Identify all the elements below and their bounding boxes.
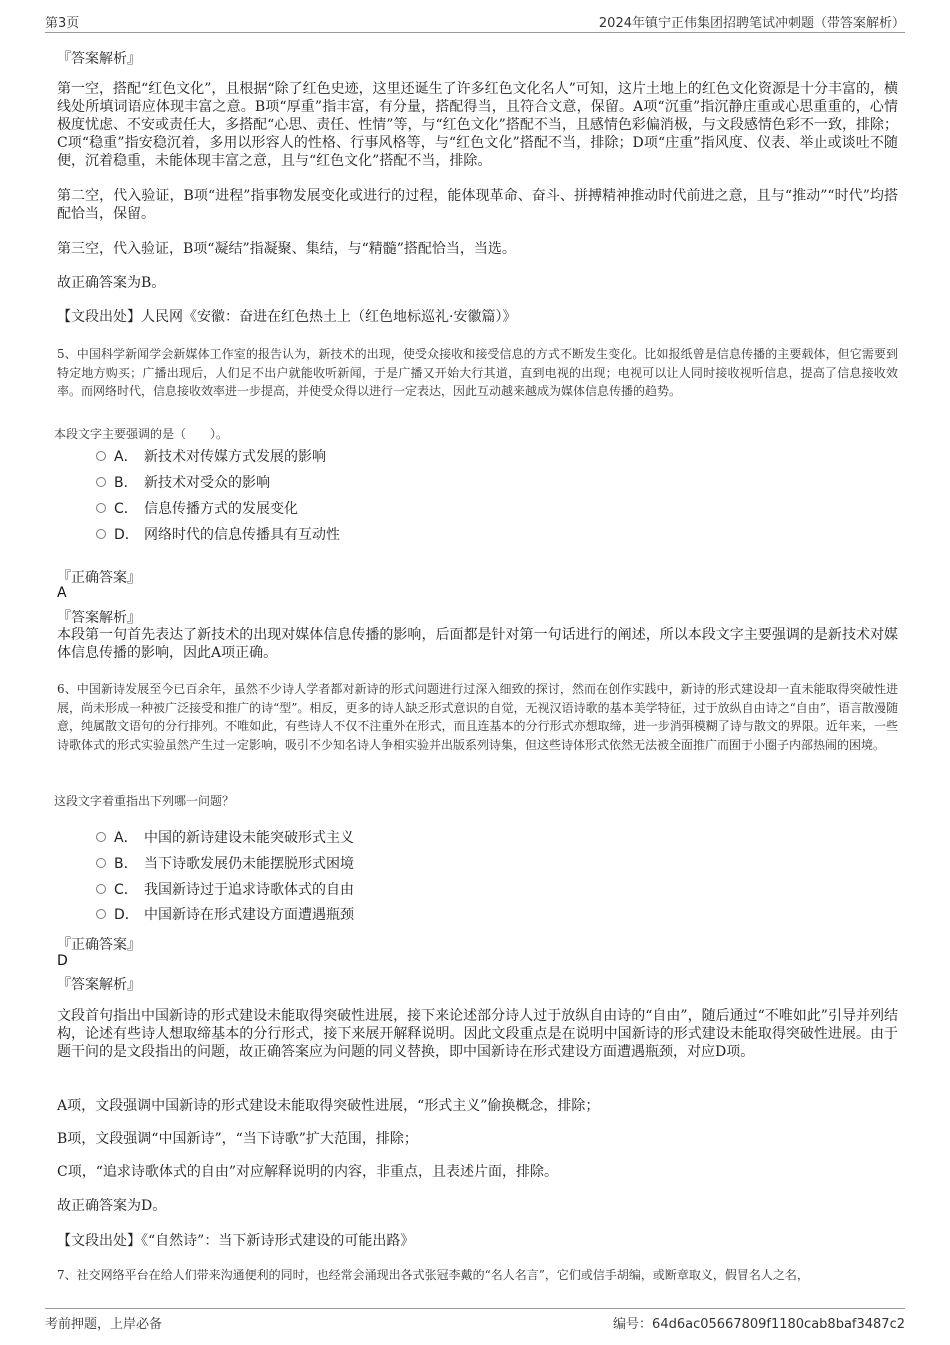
q5-option-c[interactable]: C． 信息传播方式的发展变化 xyxy=(96,499,298,519)
q5-option-b[interactable]: B． 新技术对受众的影响 xyxy=(96,473,270,493)
radio-icon[interactable] xyxy=(96,909,106,919)
code-value: 64d6ac05667809f1180cab8baf3487c2 xyxy=(652,1317,905,1332)
option-text: 网络时代的信息传播具有互动性 xyxy=(144,527,340,543)
q4-analysis-title: 『答案解析』 xyxy=(57,51,141,67)
radio-icon[interactable] xyxy=(96,529,106,539)
option-text: 新技术对受众的影响 xyxy=(144,475,270,491)
q6-analysis-p4: C项，“追求诗歌体式的自由”对应解释说明的内容，非重点，且表述片面，排除。 xyxy=(57,1164,559,1180)
q7-stem: 7、社交网络平台在给人们带来沟通便利的同时，也经常会涌现出各式张冠李戴的“名人名言”，它们或信手胡编，或断章取义，假冒名人之名， xyxy=(57,1268,809,1282)
option-text: 新技术对传媒方式发展的影响 xyxy=(144,449,326,465)
document-title: 2024年镇宁正伟集团招聘笔试冲刺题（带答案解析） xyxy=(598,16,905,31)
q5-analysis-title: 『答案解析』 xyxy=(57,610,141,626)
q5-option-a[interactable]: A． 新技术对传媒方式发展的影响 xyxy=(96,447,326,467)
document-code xyxy=(613,1313,905,1332)
q6-analysis-p5: 故正确答案为D。 xyxy=(57,1198,167,1214)
q6-answer-title: 『正确答案』 xyxy=(57,937,141,953)
q6-stem: 6、中国新诗发展至今已百余年，虽然不少诗人学者都对新诗的形式问题进行过深入细致的探讨，然而在创作实践中，新诗的形式建设却一直未能取得突破性进展，尚未形成一种被广泛接受和推广的诗“型”。相反，更多的诗人缺乏形式意识的自觉，无视汉语诗歌的基本美学特征，过于放纵自由诗之“自由”，语言散漫随意，纯属散文语句的分行排列。不唯如此，有些诗人不仅不注重外在形式，而且连基本的分行形式亦想取缔，进一步消弭模糊了诗与散文的界限。近年来，一些诗歌体式的形式实验虽然产生过一定影响，吸引不少知名诗人争相实验并出版系列诗集，但这些诗体形式依然无法被全面推广而囿于小圈子内部热闹的困境。 xyxy=(57,682,898,752)
radio-icon[interactable] xyxy=(96,858,106,868)
q4-analysis-p1: 第一空，搭配“红色文化”，且根据“除了红色史迹，这里还诞生了许多红色文化名人”可知，这片土地上的红色文化资源是十分丰富的，横线处所填词语应体现丰富之意。B项“厚重”指丰富，有分量，搭配得当，且符合文意，保留。A项“沉重”指沉静庄重或心思重重的，心情极度忧虑、不安或责任大，多搭配“心思、责任、性情”等，与“红色文化”搭配不当，且感情色彩偏消极，与文段感情色彩不一致，排除；C项“稳重”指安稳沉着，多用以形容人的性格、行事风格等，与“红色文化”搭配不当，排除；D项“庄重”指风度、仪表、举止或谈吐不随便，沉着稳重，未能体现丰富之意，且与“红色文化”搭配不当，排除。 xyxy=(57,81,898,169)
q6-option-b[interactable]: B． 当下诗歌发展仍未能摆脱形式困境 xyxy=(96,854,354,874)
page-header xyxy=(45,8,905,33)
q6-source: 【文段出处】《“自然诗”：当下新诗形式建设的可能出路》 xyxy=(57,1233,415,1249)
page-footer xyxy=(45,1308,905,1331)
q6-option-a[interactable]: A． 中国的新诗建设未能突破形式主义 xyxy=(96,828,354,848)
q4-analysis-p2: 第二空，代入验证，B项“进程”指事物发展变化或进行的过程，能体现革命、奋斗、拼搏精神推动时代前进之意，且与“推动”“时代”均搭配恰当，保留。 xyxy=(57,188,898,222)
q5-answer: A xyxy=(57,585,67,601)
option-text: 我国新诗过于追求诗歌体式的自由 xyxy=(144,882,354,898)
q4-source: 【文段出处】人民网《安徽：奋进在红色热土上（红色地标巡礼·安徽篇）》 xyxy=(57,309,517,325)
q6-analysis-p2: A项，文段强调中国新诗的形式建设未能取得突破性进展，“形式主义”偷换概念，排除； xyxy=(57,1098,600,1114)
code-label: 编号： xyxy=(613,1317,653,1332)
q6-analysis-p1: 文段首句指出中国新诗的形式建设未能取得突破性进展，接下来论述部分诗人过于放纵自由诗的“自由”，随后通过“不唯如此”引导并列结构，论述有些诗人想取缔基本的分行形式，接下来展开解释说明。因此文段重点是在说明中国新诗的形式建设未能取得突破性进展。由于题干问的是文段指出的问题，故正确答案应为问题的同义替换，即中国新诗在形式建设方面遭遇瓶颈，对应D项。 xyxy=(57,1008,898,1060)
radio-icon[interactable] xyxy=(96,884,106,894)
option-text: 中国新诗在形式建设方面遭遇瓶颈 xyxy=(144,907,354,923)
radio-icon[interactable] xyxy=(96,503,106,513)
radio-icon[interactable] xyxy=(96,451,106,461)
q6-question: 这段文字着重指出下列哪一问题？ xyxy=(54,794,235,808)
q5-option-d[interactable]: D． 网络时代的信息传播具有互动性 xyxy=(96,525,340,545)
footer-slogan: 考前押题，上岸必备 xyxy=(45,1317,163,1332)
option-text: 中国的新诗建设未能突破形式主义 xyxy=(144,830,354,846)
q5-answer-title: 『正确答案』 xyxy=(57,570,141,586)
option-text: 信息传播方式的发展变化 xyxy=(144,501,298,517)
q6-answer: D xyxy=(57,953,68,969)
q5-analysis: 本段第一句首先表达了新技术的出现对媒体信息传播的影响，后面都是针对第一句话进行的阐述，所以本段文字主要强调的是新技术对媒体信息传播的影响，因此A项正确。 xyxy=(57,627,898,661)
q6-analysis-title: 『答案解析』 xyxy=(57,977,141,993)
q6-analysis-p3: B项，文段强调“中国新诗”，“当下诗歌”扩大范围，排除； xyxy=(57,1131,418,1147)
q5-question: 本段文字主要强调的是（ ）。 xyxy=(54,427,229,441)
q5-stem: 5、中国科学新闻学会新媒体工作室的报告认为，新技术的出现，使受众接收和接受信息的方式不断发生变化。比如报纸曾是信息传播的主要载体，但它需要到特定地方购买；广播出现后，人们足不出户就能收听新闻，于是广播又开始大行其道，直到电视的出现；电视可以让人同时接收视听信息，提高了信息接收效率。而网络时代，信息接收效率进一步提高，并使受众得以进行一定表达，因此互动越来越成为媒体信息传播的趋势。 xyxy=(57,347,898,398)
q4-analysis-p3: 第三空，代入验证，B项“凝结”指凝聚、集结，与“精髓”搭配恰当，当选。 xyxy=(57,241,516,257)
q4-analysis-p4: 故正确答案为B。 xyxy=(57,275,166,291)
page-number: 第3页 xyxy=(45,16,80,31)
q6-option-c[interactable]: C． 我国新诗过于追求诗歌体式的自由 xyxy=(96,880,354,900)
option-text: 当下诗歌发展仍未能摆脱形式困境 xyxy=(144,856,354,872)
q6-option-d[interactable]: D． 中国新诗在形式建设方面遭遇瓶颈 xyxy=(96,905,354,925)
radio-icon[interactable] xyxy=(96,477,106,487)
radio-icon[interactable] xyxy=(96,832,106,842)
